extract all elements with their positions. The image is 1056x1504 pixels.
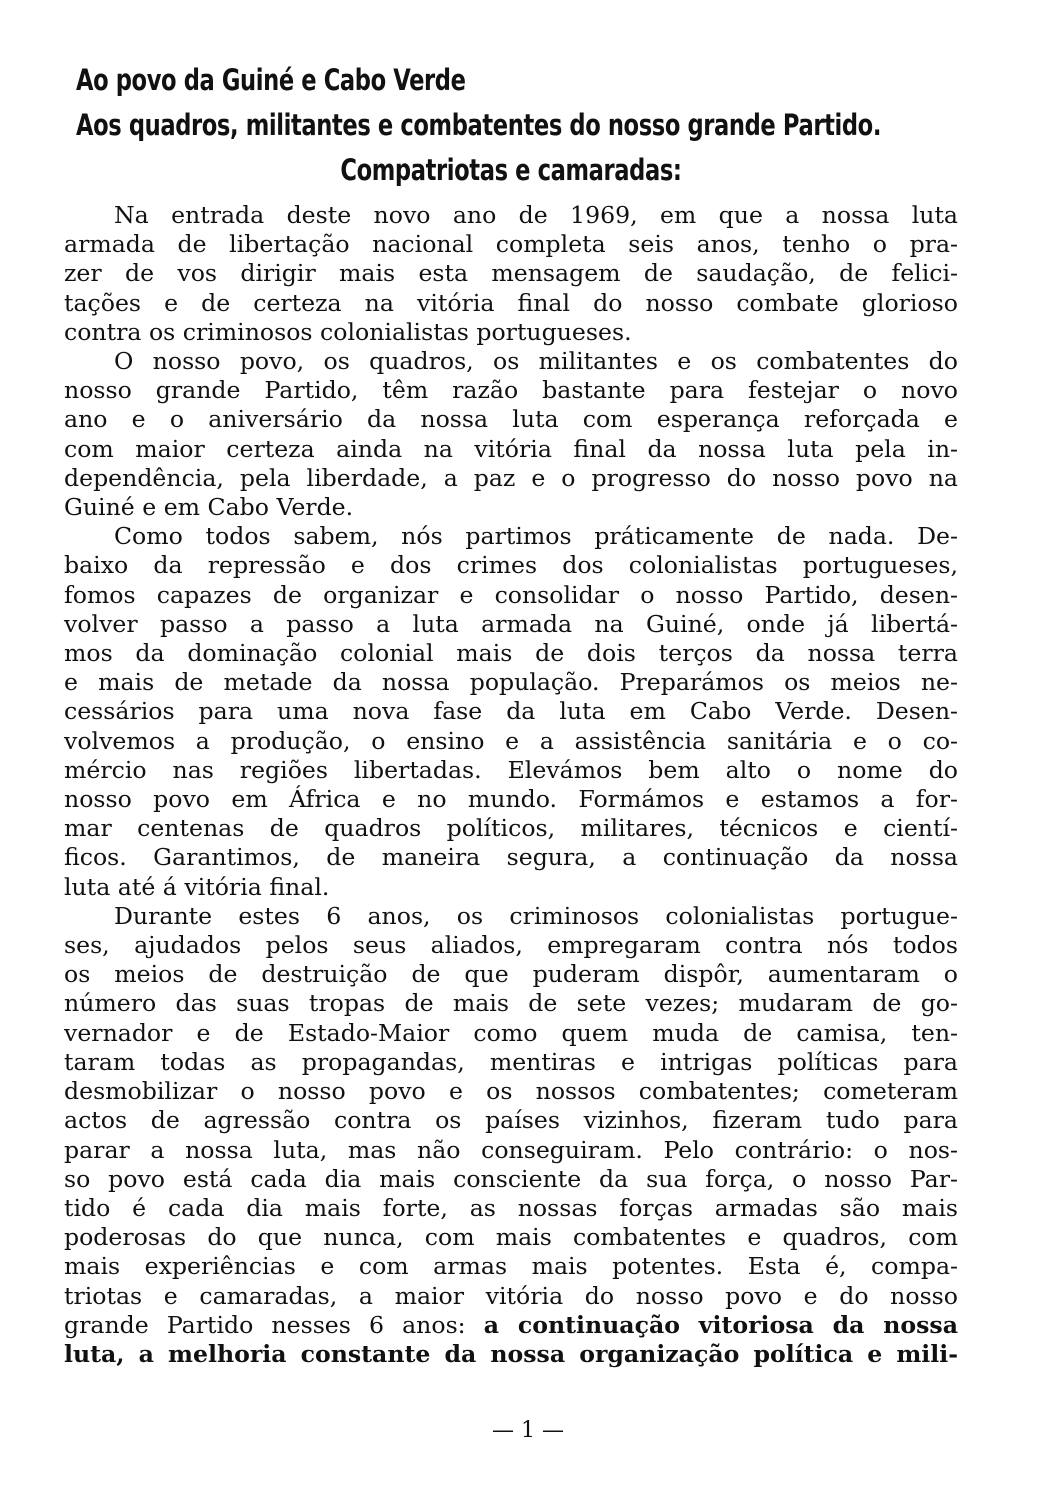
text-line: desmobilizar o nosso povo e os nossos combatentes; cometeram [64,1077,958,1106]
plain-text: grande Partido nesses 6 anos: [64,1310,484,1339]
text-line: dependência, pela liberdade, a paz e o progresso do nosso povo na [64,463,958,492]
text-line: vernador e de Estado-Maior como quem muda de camisa, ten- [64,1018,958,1047]
text-line: com maior certeza ainda na vitória final da nossa luta pela in- [64,434,958,463]
bold-text: a continuação vitoriosa da nossa [483,1310,958,1339]
paragraph-3 [64,522,958,902]
text-line: ficos. Garantimos, de maneira segura, a continuação da nossa [64,843,958,872]
text-line: so povo está cada dia mais consciente da sua força, o nosso Par- [64,1164,958,1193]
text-line: baixo da repressão e dos crimes dos colonialistas portugueses, [64,551,958,580]
heading-line-2: Aos quadros, militantes e combatentes do nosso grande Partido. [76,108,882,142]
text-line: nosso grande Partido, têm razão bastante para festejar o novo [64,376,958,405]
text-line: parar a nossa luta, mas não conseguiram. Pelo contrário: o nos- [64,1135,958,1164]
text-line: tações e de certeza na vitória final do nosso combate glorioso [64,288,958,317]
paragraph-2 [64,347,958,522]
text-line: mos da dominação colonial mais de dois terços da nossa terra [64,639,958,668]
text-line: poderosas do que nunca, com mais combatentes e quadros, com [64,1223,958,1252]
text-line: luta até á vitória final. [64,872,330,901]
text-line: fomos capazes de organizar e consolidar o nosso Partido, desen- [64,580,958,609]
document-page [64,58,958,1369]
text-line: mar centenas de quadros políticos, militares, técnicos e cientí- [64,814,958,843]
text-line-bold: luta, a melhoria constante da nossa organização política e mili- [64,1339,958,1368]
text-line: armada de libertação nacional completa seis anos, tenho o pra- [64,230,958,259]
text-line: cessários para uma nova fase da luta em Cabo Verde. Desen- [64,697,958,726]
heading-line-1: Ao povo da Guiné e Cabo Verde [76,63,466,97]
text-line: ano e o aniversário da nossa luta com esperança reforçada e [64,405,958,434]
page-number: — 1 — [492,1418,564,1443]
text-line: e mais de metade da nossa população. Preparámos os meios ne- [64,668,958,697]
text-line: tido é cada dia mais forte, as nossas forças armadas são mais [64,1193,958,1222]
text-line: mércio nas regiões libertadas. Elevámos bem alto o nome do [64,755,958,784]
text-line-mixed-bold [64,1311,958,1340]
text-line: zer de vos dirigir mais esta mensagem de saudação, de felici- [64,259,958,288]
paragraph-4 [64,902,958,1369]
text-line: nosso povo em África e no mundo. Formámos e estamos a for- [64,785,958,814]
letter-body [64,201,958,1369]
heading-line-3: Compatriotas e camaradas: [340,153,682,187]
text-line: O nosso povo, os quadros, os militantes e os combatentes do [114,347,958,376]
text-line: taram todas as propagandas, mentiras e intrigas políticas para [64,1047,958,1076]
text-line: volvemos a produção, o ensino e a assistência sanitária e o co- [64,726,958,755]
text-line: Como todos sabem, nós partimos práticamente de nada. De- [114,522,958,551]
text-line: ses, ajudados pelos seus aliados, empregaram contra nós todos [64,931,958,960]
text-line: triotas e camaradas, a maior vitória do nosso povo e do nosso [64,1281,958,1310]
text-line: contra os criminosos colonialistas portugueses. [64,317,632,346]
text-line: Na entrada deste novo ano de 1969, em que a nossa luta [114,201,958,229]
paragraph-1 [64,201,958,347]
text-line: os meios de destruição de que puderam dispôr, aumentaram o [64,960,958,989]
text-line: Durante estes 6 anos, os criminosos colonialistas portugue- [114,901,958,930]
text-line: Guiné e em Cabo Verde. [64,493,354,522]
text-line: volver passo a passo a luta armada na Guiné, onde já libertá- [64,609,958,638]
text-line: actos de agressão contra os países vizinhos, fizeram tudo para [64,1106,958,1135]
text-line: mais experiências e com armas mais potentes. Esta é, compa- [64,1252,958,1281]
text-line: número das suas tropas de mais de sete vezes; mudaram de go- [64,989,958,1018]
